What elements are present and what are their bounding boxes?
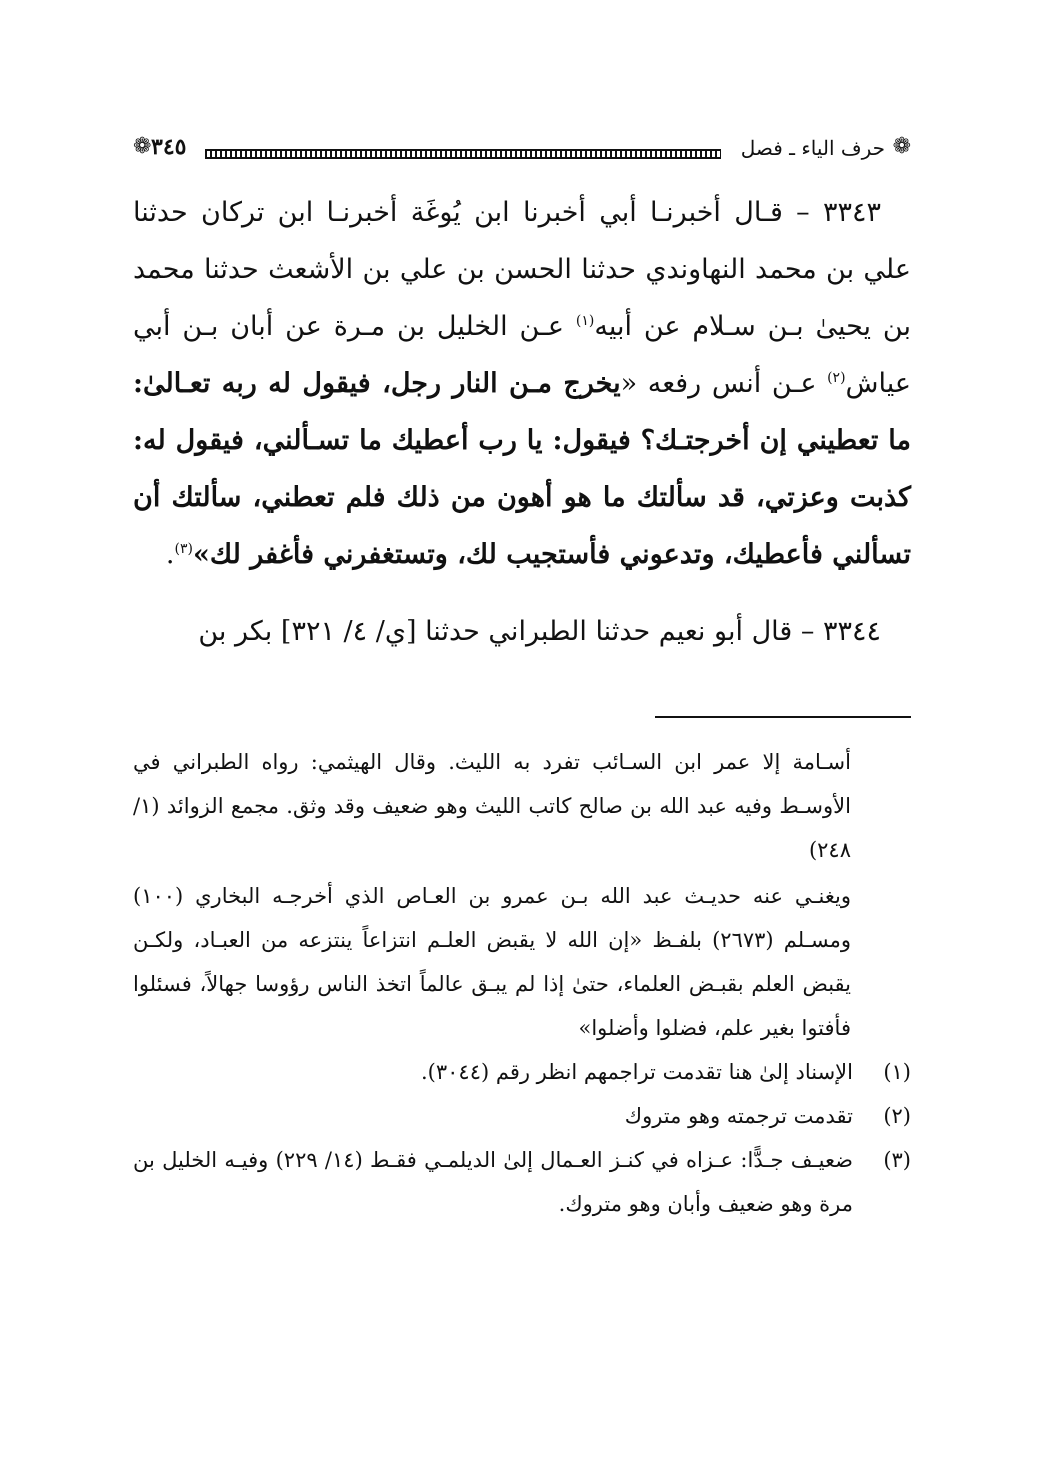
ornament-icon: ❁ <box>892 134 911 159</box>
footnote-ref-2[interactable]: (٢) <box>827 370 846 386</box>
footnote-continued: أسـامة إلا عمر ابن السـائب تفرد به الليث. وقال الهيثمي: رواه الطبراني في الأوسـط وفيه عبد الله بن صالح كاتب الليث وهو ضعيف وقد وثق. مجمع الزوائد (١/ ٢٤٨) <box>133 750 851 862</box>
isnad-text: عـن أنس رفعه « <box>620 368 828 399</box>
footnote-number: (١) <box>883 1060 911 1084</box>
footnote-number: (٣) <box>883 1148 911 1172</box>
hadith-3344: ٣٣٤٤ – قال أبو نعيم حدثنا الطبراني حدثنا [ي/ ٤/ ٣٢١] بكر بن <box>198 616 881 647</box>
running-title: حرف الياء ـ فصل <box>740 136 885 160</box>
footnote-text: ضعيـف جـدًّا: عـزاه في كنـز العـمال إلىٰ الديلمـي فقـط (١٤/ ٢٢٩) وفيـه الخليل بن مرة وهو ضعيف وأبان وهو متروك. <box>133 1148 853 1216</box>
ornament-icon: ❁ <box>133 134 152 159</box>
footnote-text: الإسناد إلىٰ هنا تقدمت تراجمهم انظر رقم (٣٠٤٤). <box>420 1060 853 1084</box>
footnote-2 <box>133 1094 911 1138</box>
footnotes <box>133 740 911 1226</box>
footnote-number: (٢) <box>883 1104 911 1128</box>
isnad-text: ٣٣٤٣ – قـال أخبرنـا أبي أخبرنا ابن يُوغَة أخبرنـا ابن تركان حدثنا علي بن محمد النهاوندي حدثنا الحسن بن علي بن الأشعث حدثنا محمد بن يحيىٰ بـن سـلام عن أبيه <box>133 197 911 342</box>
isnad-text: عـن الخليل بن مـرة عن أبان بـن أبي عياش <box>133 311 911 399</box>
footnote-continued: ويغنـي عنه حديـث عبد الله بـن عمرو بن العـاص الذي أخرجـه البخاري (١٠٠) ومسـلم (٢٦٧٣) بلفـظ «إن الله لا يقبض العلـم انتزاعاً ينتزعه من العبـاد، ولكـن يقبض العلم بقبـض العلماء، حتىٰ إذا لم يبـق عالماً اتخذ الناس رؤوسا جهالاً، فسئلوا فأفتوا بغير علم، فضلوا وأضلوا» <box>133 884 851 1040</box>
header-rule <box>205 149 721 159</box>
page-header <box>133 132 911 168</box>
footnote-3 <box>133 1138 911 1226</box>
footnote-ref-1[interactable]: (١) <box>575 313 595 329</box>
footnote-ref-3[interactable]: (٣) <box>174 541 193 557</box>
main-text <box>133 184 911 660</box>
hadith-matn: يخرج مـن النار رجل، فيقول له ربه تعـالىٰ: ما تعطيني إن أخرجتـك؟ فيقول: يا رب أعطيك ما تسـألني، فيقول له: كذبت وعزتي، قد سألتك ما هو أهون من ذلك فلم تعطني، سألتك أن تسألني فأعطيك، وتدعوني فأستجيب لك، وتستغفرني فأغفر لك <box>133 368 911 570</box>
footnote-1 <box>133 1050 911 1094</box>
footnote-separator <box>655 716 911 718</box>
quote-close: » <box>192 539 210 570</box>
hadith-3343 <box>133 184 911 583</box>
page-number: ٣٤٥ <box>151 134 187 160</box>
footnote-text: تقدمت ترجمته وهو متروك <box>624 1104 853 1128</box>
period: . <box>165 539 175 570</box>
